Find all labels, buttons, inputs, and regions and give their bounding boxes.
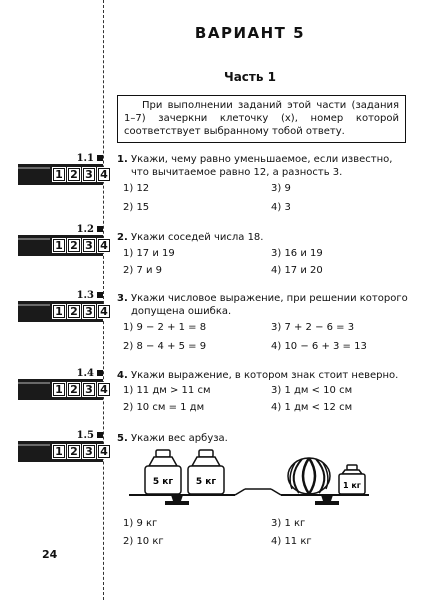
answer-block-1 (18, 153, 106, 181)
watermelon (288, 458, 330, 494)
option-3[interactable]: 3) 9 (271, 183, 291, 194)
option-2[interactable]: 2) 15 (123, 202, 150, 213)
answer-cell-4[interactable]: 4 (97, 304, 111, 319)
bar-stripe (18, 238, 50, 240)
option-3[interactable]: 3) 7 + 2 − 6 = 3 (271, 322, 355, 333)
option-1[interactable]: 1) 11 дм > 11 см (123, 385, 211, 396)
answer-cells (52, 444, 112, 459)
answer-cell-3[interactable]: 3 (82, 382, 96, 397)
beam-left-link (235, 489, 245, 495)
weight-5kg-2 (188, 450, 224, 494)
option-4[interactable]: 4) 3 (271, 202, 291, 213)
bar-stripe (18, 304, 50, 306)
option-2[interactable]: 2) 8 − 4 + 5 = 9 (123, 341, 207, 352)
question-number: 3. (117, 293, 128, 304)
marker-square (97, 155, 103, 161)
option-3[interactable]: 3) 16 и 19 (271, 248, 323, 259)
question-text: Укажи соседей числа 18. (131, 232, 264, 243)
option-2[interactable]: 2) 7 и 9 (123, 265, 163, 276)
answer-cell-2[interactable]: 2 (67, 304, 81, 319)
marker-square (97, 432, 103, 438)
weight-label-3: 1 кг (343, 481, 361, 490)
part-title: Часть 1 (224, 70, 276, 84)
answer-code: 1.3 (76, 290, 94, 301)
answer-cell-4[interactable]: 4 (97, 444, 111, 459)
marker-square (97, 226, 103, 232)
answer-cell-3[interactable]: 3 (82, 167, 96, 182)
question-text: Укажи числовое выражение, при решении которого допущена ошибка. (131, 293, 408, 317)
option-1[interactable]: 1) 17 и 19 (123, 248, 175, 259)
answer-cell-4[interactable]: 4 (97, 382, 111, 397)
answer-block-4 (18, 368, 106, 396)
question-number: 4. (117, 370, 128, 381)
answer-code: 1.2 (76, 224, 94, 235)
question-text: Укажи, чему равно уменьшаемое, если известно, что вычитаемое равно 12, а разность 3. (131, 154, 393, 178)
answer-code: 1.5 (76, 430, 94, 441)
beam-right-link (271, 489, 281, 495)
option-2[interactable]: 2) 10 кг (123, 536, 164, 547)
option-1[interactable]: 1) 9 кг (123, 518, 158, 529)
page-number: 24 (42, 548, 58, 561)
answer-cell-4[interactable]: 4 (97, 238, 111, 253)
right-pan (281, 495, 369, 505)
answer-cell-3[interactable]: 3 (82, 238, 96, 253)
marker-square (97, 370, 103, 376)
answer-block-3 (18, 290, 106, 318)
question-number: 5. (117, 433, 128, 444)
answer-cell-3[interactable]: 3 (82, 304, 96, 319)
answer-cells (52, 238, 112, 253)
option-4[interactable]: 4) 17 и 20 (271, 265, 323, 276)
answer-cell-1[interactable]: 1 (52, 238, 66, 253)
answer-cells (52, 382, 112, 397)
option-2[interactable]: 2) 10 см = 1 дм (123, 402, 205, 413)
answer-cell-2[interactable]: 2 (67, 382, 81, 397)
answer-cells (52, 304, 112, 319)
weight-label-1: 5 кг (152, 477, 174, 487)
bar-stripe (18, 444, 50, 446)
question-3 (117, 292, 412, 318)
answer-cell-2[interactable]: 2 (67, 444, 81, 459)
option-1[interactable]: 1) 9 − 2 + 1 = 8 (123, 322, 207, 333)
question-1 (117, 153, 412, 179)
question-number: 2. (117, 232, 128, 243)
bar-stripe (18, 167, 50, 169)
answer-code: 1.4 (76, 368, 94, 379)
instruction-box: При выполнении заданий этой части (задания 1–7) зачеркни клеточку (х), номер которой соответствует выбранному тобой ответу. (117, 95, 406, 143)
balance-scale-illustration (127, 443, 369, 513)
question-text: Укажи выражение, в котором знак стоит неверно. (131, 370, 399, 381)
question-text: Укажи вес арбуза. (131, 433, 228, 444)
left-pan (129, 495, 235, 505)
option-3[interactable]: 3) 1 дм < 10 см (271, 385, 353, 396)
answer-cell-1[interactable]: 1 (52, 167, 66, 182)
answer-cell-2[interactable]: 2 (67, 167, 81, 182)
answer-cell-4[interactable]: 4 (97, 167, 111, 182)
option-4[interactable]: 4) 10 − 6 + 3 = 13 (271, 341, 367, 352)
answer-block-2 (18, 224, 106, 252)
weight-label-2: 5 кг (195, 477, 217, 487)
marker-square (97, 292, 103, 298)
answer-cell-1[interactable]: 1 (52, 304, 66, 319)
answer-cell-1[interactable]: 1 (52, 444, 66, 459)
weight-5kg-1 (145, 450, 181, 494)
question-2 (117, 231, 412, 244)
answer-code: 1.1 (76, 153, 94, 164)
answer-cells (52, 167, 112, 182)
question-number: 1. (117, 154, 128, 165)
variant-title: ВАРИАНТ 5 (194, 24, 306, 42)
answer-cell-1[interactable]: 1 (52, 382, 66, 397)
answer-block-5 (18, 430, 106, 458)
question-4 (117, 369, 412, 382)
answer-cell-3[interactable]: 3 (82, 444, 96, 459)
option-4[interactable]: 4) 1 дм < 12 см (271, 402, 353, 413)
option-1[interactable]: 1) 12 (123, 183, 150, 194)
answer-cell-2[interactable]: 2 (67, 238, 81, 253)
option-4[interactable]: 4) 11 кг (271, 536, 312, 547)
bar-stripe (18, 382, 50, 384)
option-3[interactable]: 3) 1 кг (271, 518, 306, 529)
